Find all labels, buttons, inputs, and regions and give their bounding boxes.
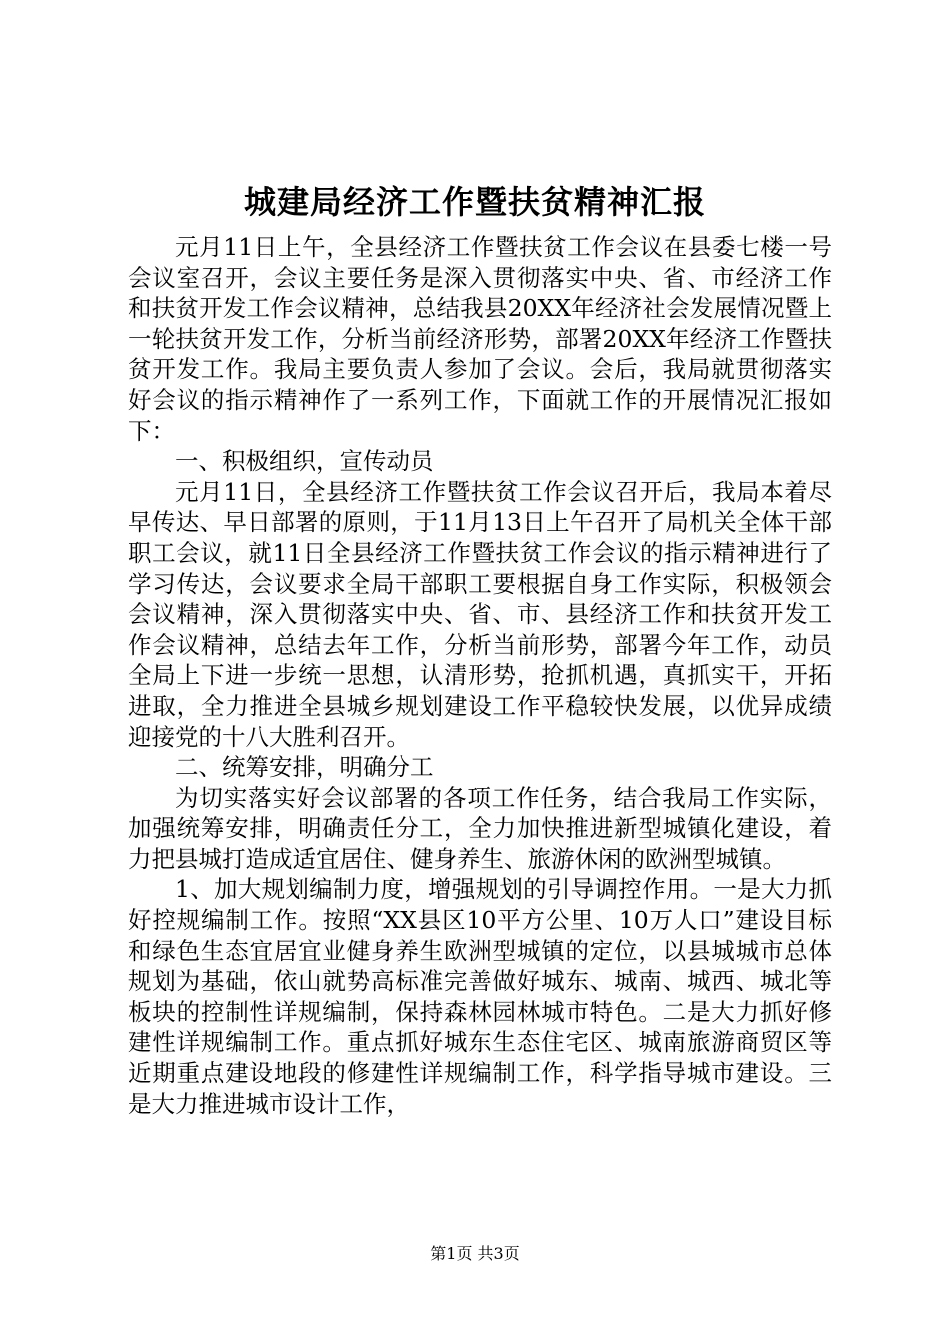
section-heading-1: 一、积极组织，宣传动员: [175, 447, 434, 476]
paragraph-item-1: 1、加大规划编制力度，增强规划的引导调控作用。一是大力抓好控规编制工作。按照“XX县区10平方公里、10万人口”建设目标和绿色生态宜居宜业健身养生欧洲型城镇的定位，以县城城市总体规划为基础，依山就势高标准完善做好城东、城南、城西、城北等板块的控制性详规编制，保持森林园林城市特色。二是大力抓好修建性详规编制工作。重点抓好城东生态住宅区、城南旅游商贸区等近期重点建设地段的修建性详规编制工作，科学指导城市建设。三是大力推进城市设计工作，: [128, 875, 832, 1118]
paragraph-intro: 元月11日上午，全县经济工作暨扶贫工作会议在县委七楼一号会议室召开，会议主要任务是深入贯彻落实中央、省、市经济工作和扶贫开发工作会议精神，总结我县20XX年经济社会发展情况暨上一轮扶贫开发工作，分析当前经济形势，部署20XX年经济工作暨扶贫开发工作。我局主要负责人参加了会议。会后，我局就贯彻落实好会议的指示精神作了一系列工作，下面就工作的开展情况汇报如下：: [128, 233, 832, 445]
paragraph-section-1: 元月11日，全县经济工作暨扶贫工作会议召开后，我局本着尽早传达、早日部署的原则，于11月13日上午召开了局机关全体干部职工会议，就11日全县经济工作暨扶贫工作会议的指示精神进行了学习传达，会议要求全局干部职工要根据自身工作实际，积极领会会议精神，深入贯彻落实中央、省、市、县经济工作和扶贫开发工作会议精神，总结去年工作，分析当前形势，部署今年工作，动员全局上下进一步统一思想，认清形势，抢抓机遇，真抓实干，开拓进取，全力推进全县城乡规划建设工作平稳较快发展，以优异成绩迎接党的十八大胜利召开。: [128, 477, 832, 751]
document-body: [128, 232, 832, 1119]
section-heading-2: 二、统筹安排，明确分工: [175, 753, 434, 782]
document-title: 城建局经济工作暨扶贫精神汇报: [243, 183, 706, 221]
paragraph-section-2: 为切实落实好会议部署的各项工作任务，结合我局工作实际，加强统筹安排，明确责任分工，全力加快推进新型城镇化建设，着力把县城打造成适宜居住、健身养生、旅游休闲的欧洲型城镇。: [128, 783, 832, 873]
page-number-footer: 第1页 共3页: [430, 1244, 520, 1263]
